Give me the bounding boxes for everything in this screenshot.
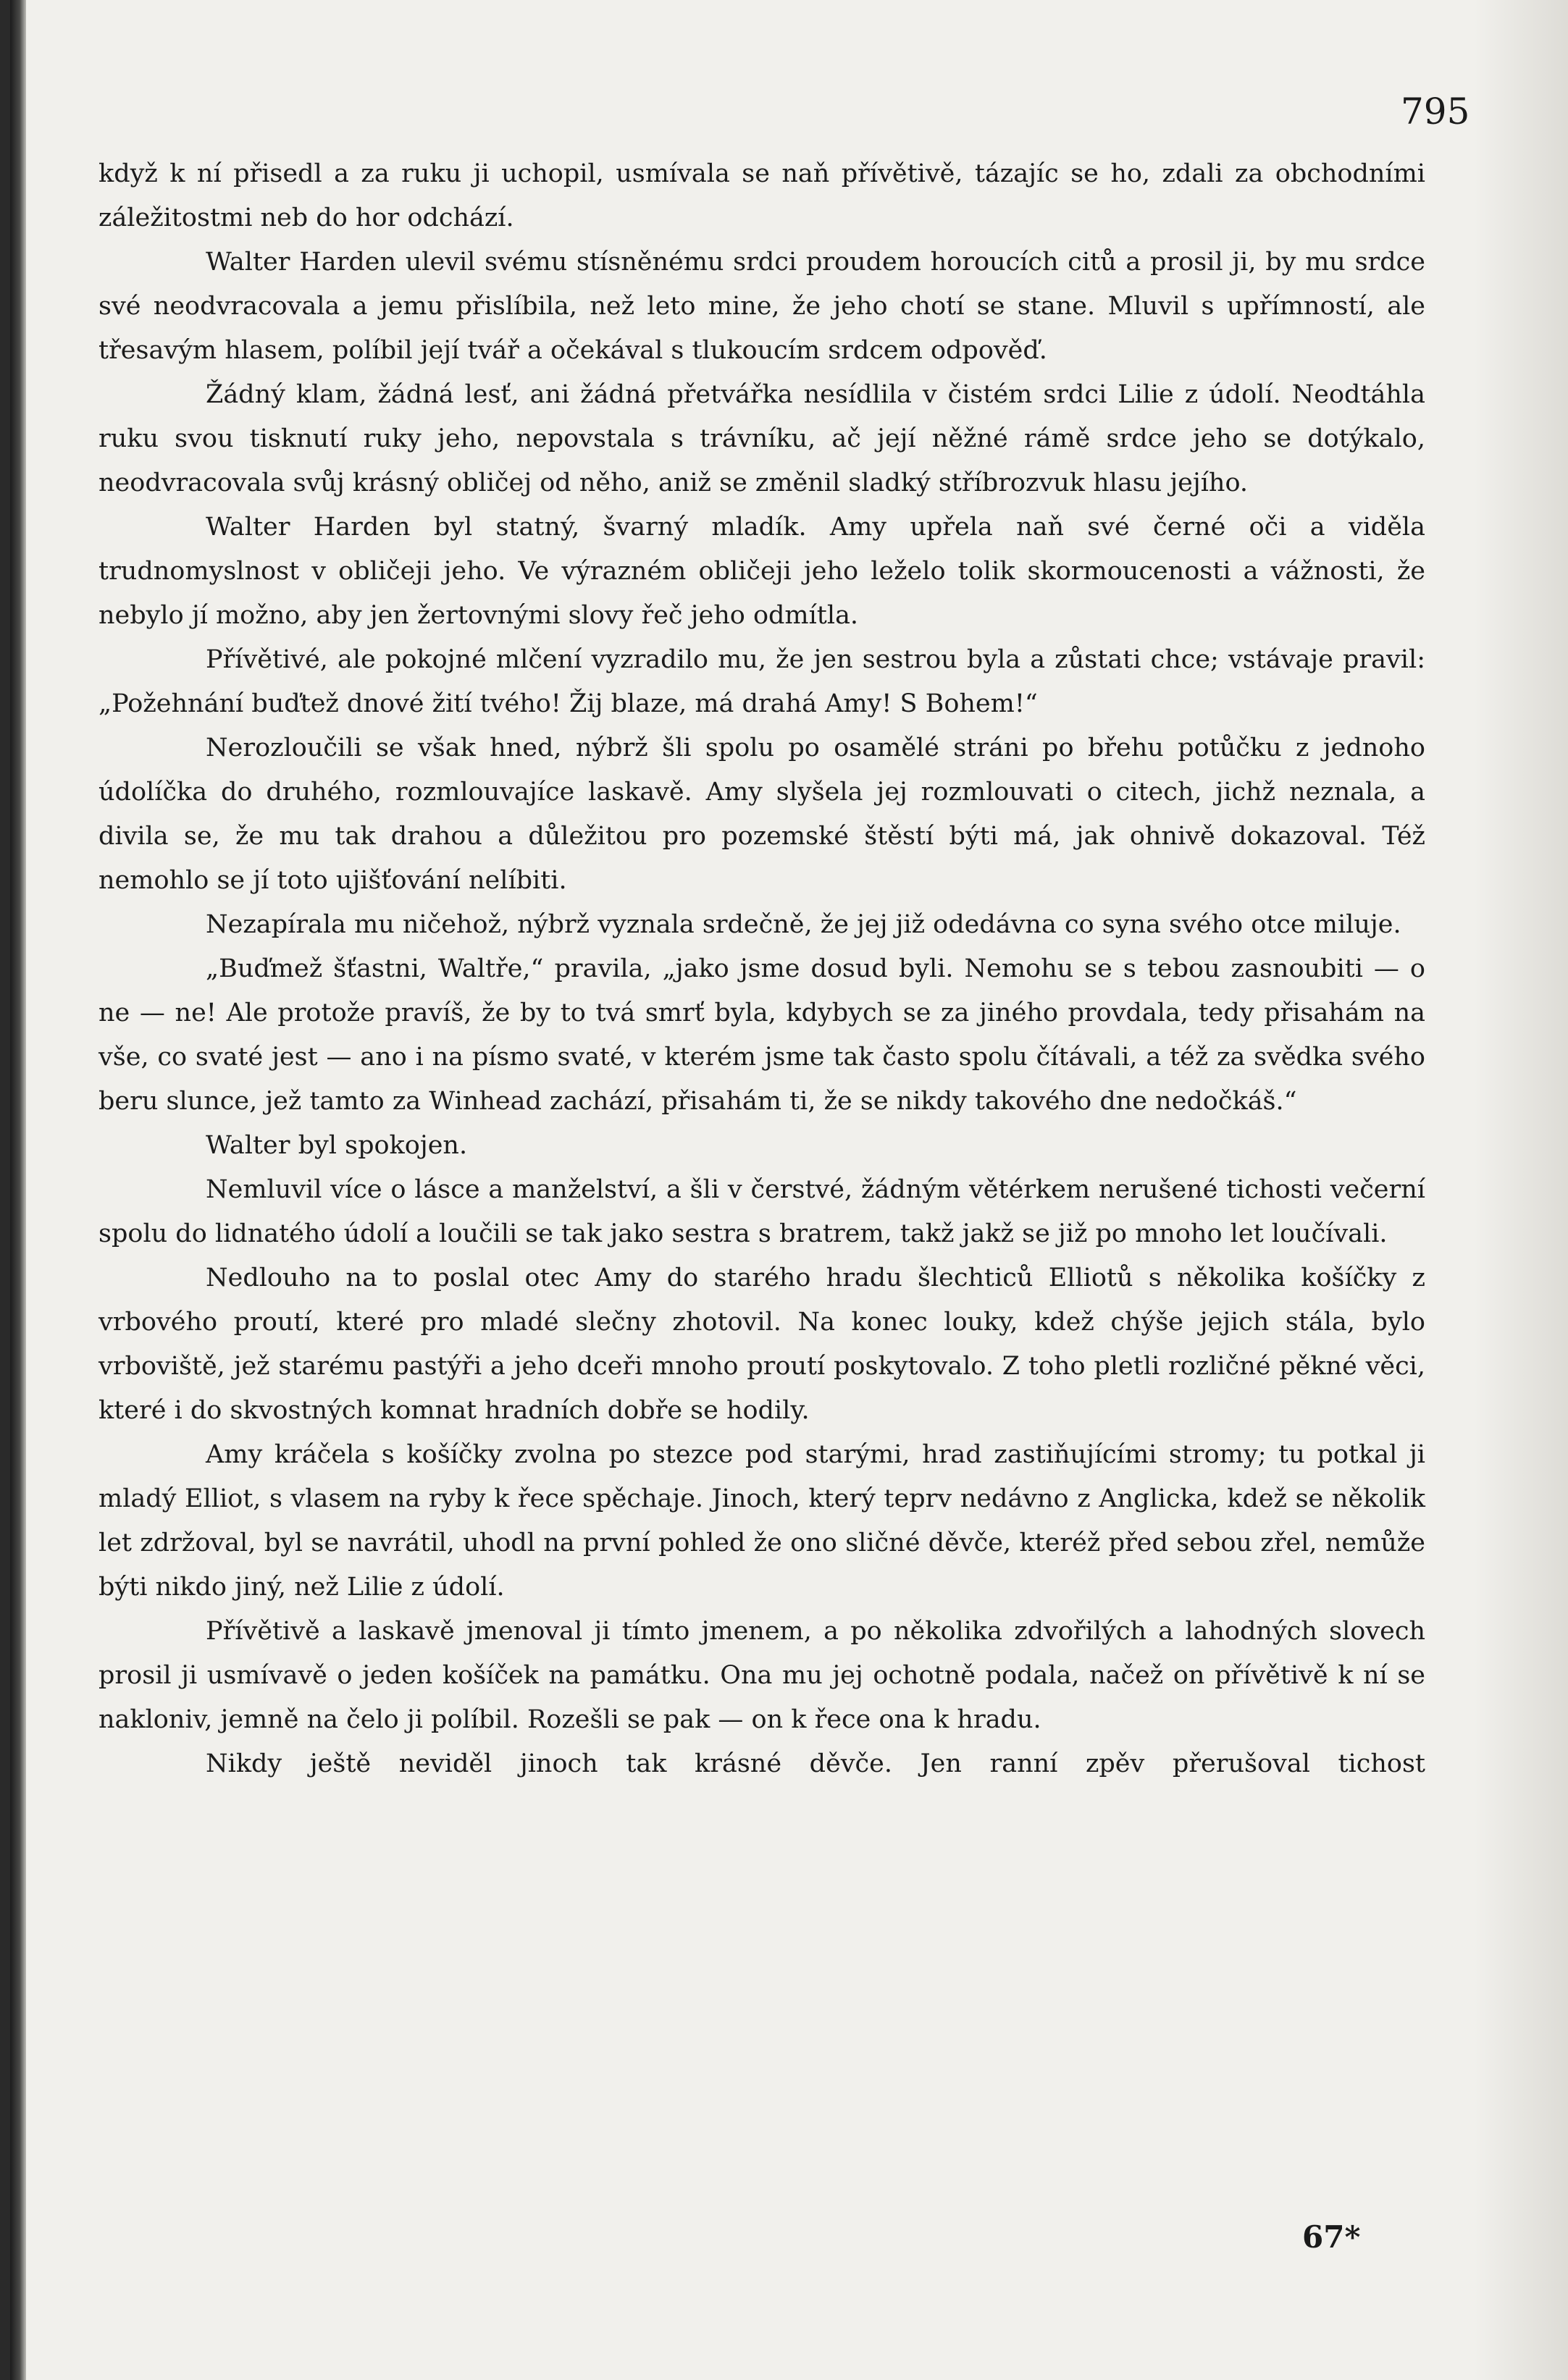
paragraph-14: Nikdy ještě neviděl jinoch tak krásné děvče. Jen ranní zpěv přerušoval tichost <box>206 1749 1425 1778</box>
sheet-signature: 67* <box>1302 2219 1361 2255</box>
page-number: 795 <box>1401 91 1470 133</box>
book-page <box>10 0 1568 2380</box>
paragraph-2: Walter Harden ulevil svému stísněnému srdci proudem horoucích citů a prosil ji, by mu srdce své neodvracovala a jemu přislíbila, než leto mine, že jeho chotí se stane. Mluvil s upřímností, ale třesavým hlasem, políbil její tvář a očekával s tlukoucím srdcem odpověď. <box>98 248 1425 365</box>
paragraph-11: Nedlouho na to poslal otec Amy do starého hradu šlechticů Elliotů s několika košíčky z vrbového proutí, které pro mladé slečny zhotovil. Na konec louky, kdež chýše jejich stála, bylo vrboviště, jež starému pastýři a jeho dceři mnoho proutí poskytovalo. Z toho pletli rozličné pěkné věci, které i do skvostných komnat hradních dobře se hodily. <box>98 1263 1425 1425</box>
paragraph-10: Nemluvil více o lásce a manželství, a šli v čerstvé, žádným větérkem nerušené tichosti večerní spolu do lidnatého údolí a loučili se tak jako sestra s bratrem, takž jakž se již po mnoho let loučívali. <box>98 1175 1425 1248</box>
page-edge-shading <box>1474 0 1568 2380</box>
paragraph-13: Přívětivě a laskavě jmenoval ji tímto jmenem, a po několika zdvořilých a lahodných slovech prosil ji usmívavě o jeden košíček na památku. Ona mu jej ochotně podala, načež on přívětivě k ní se nakloniv, jemně na čelo ji políbil. Rozešli se pak — on k řece ona k hradu. <box>98 1617 1425 1734</box>
paragraph-8: „Buďmež šťastni, Waltře,“ pravila, „jako jsme dosud byli. Nemohu se s tebou zasnoubiti — o ne — ne! Ale protože pravíš, že by to tvá smrť byla, kdybych se za jiného provdala, tedy přisahám na vše, co svaté jest — ano i na písmo svaté, v kterém jsme tak často spolu čítávali, a též za svědka svého beru slunce, jež tamto za Winhead zachází, přisahám ti, že se nikdy takového dne nedočkáš.“ <box>98 954 1425 1116</box>
paragraph-12: Amy kráčela s košíčky zvolna po stezce pod starými, hrad zastiňujícími stromy; tu potkal ji mladý Elliot, s vlasem na ryby k řece spěchaje. Jinoch, který teprv nedávno z Anglicka, kdež se několik let zdržoval, byl se navrátil, uhodl na první pohled že ono sličné děvče, kteréž před sebou zřel, nemůže býti nikdo jiný, než Lilie z údolí. <box>98 1440 1425 1602</box>
paragraph-9: Walter byl spokojen. <box>206 1131 468 1160</box>
paragraph-1: když k ní přisedl a za ruku ji uchopil, usmívala se naň přívětivě, tázajíc se ho, zdali za obchodními záležitostmi neb do hor odchází. <box>98 159 1425 232</box>
paragraph-7: Nezapírala mu ničehož, nýbrž vyznala srdečně, že jej již odedávna co syna svého otce miluje. <box>206 910 1401 939</box>
paragraph-4: Walter Harden byl statný, švarný mladík. Amy upřela naň své černé oči a viděla trudnomyslnost v obličeji jeho. Ve výrazném obličeji jeho leželo tolik skormoucenosti a vážnosti, že nebylo jí možno, aby jen žertovnými slovy řeč jeho odmítla. <box>98 513 1425 630</box>
paragraph-3: Žádný klam, žádná lesť, ani žádná přetvářka nesídlila v čistém srdci Lilie z údolí. Neodtáhla ruku svou tisknutí ruky jeho, nepovstala s trávníku, ač její něžné rámě srdce jeho se dotýkalo, neodvracovala svůj krásný obličej od něho, aniž se změnil sladký stříbrozvuk hlasu jejího. <box>98 380 1425 497</box>
text-column <box>98 152 1425 1786</box>
binding-gutter <box>10 0 26 2380</box>
paragraph-6: Nerozloučili se však hned, nýbrž šli spolu po osamělé stráni po břehu potůčku z jednoho údolíčka do druhého, rozmlouvajíce laskavě. Amy slyšela jej rozmlouvati o citech, jichž neznala, a divila se, že mu tak drahou a důležitou pro pozemské štěstí býti má, jak ohnivě dokazoval. Též nemohlo se jí toto ujišťování nelíbiti. <box>98 733 1425 895</box>
paragraph-5: Přívětivé, ale pokojné mlčení vyzradilo mu, že jen sestrou byla a zůstati chce; vstávaje pravil: „Požehnání buďtež dnové žití tvého! Žij blaze, má drahá Amy! S Bohem!“ <box>98 645 1425 718</box>
